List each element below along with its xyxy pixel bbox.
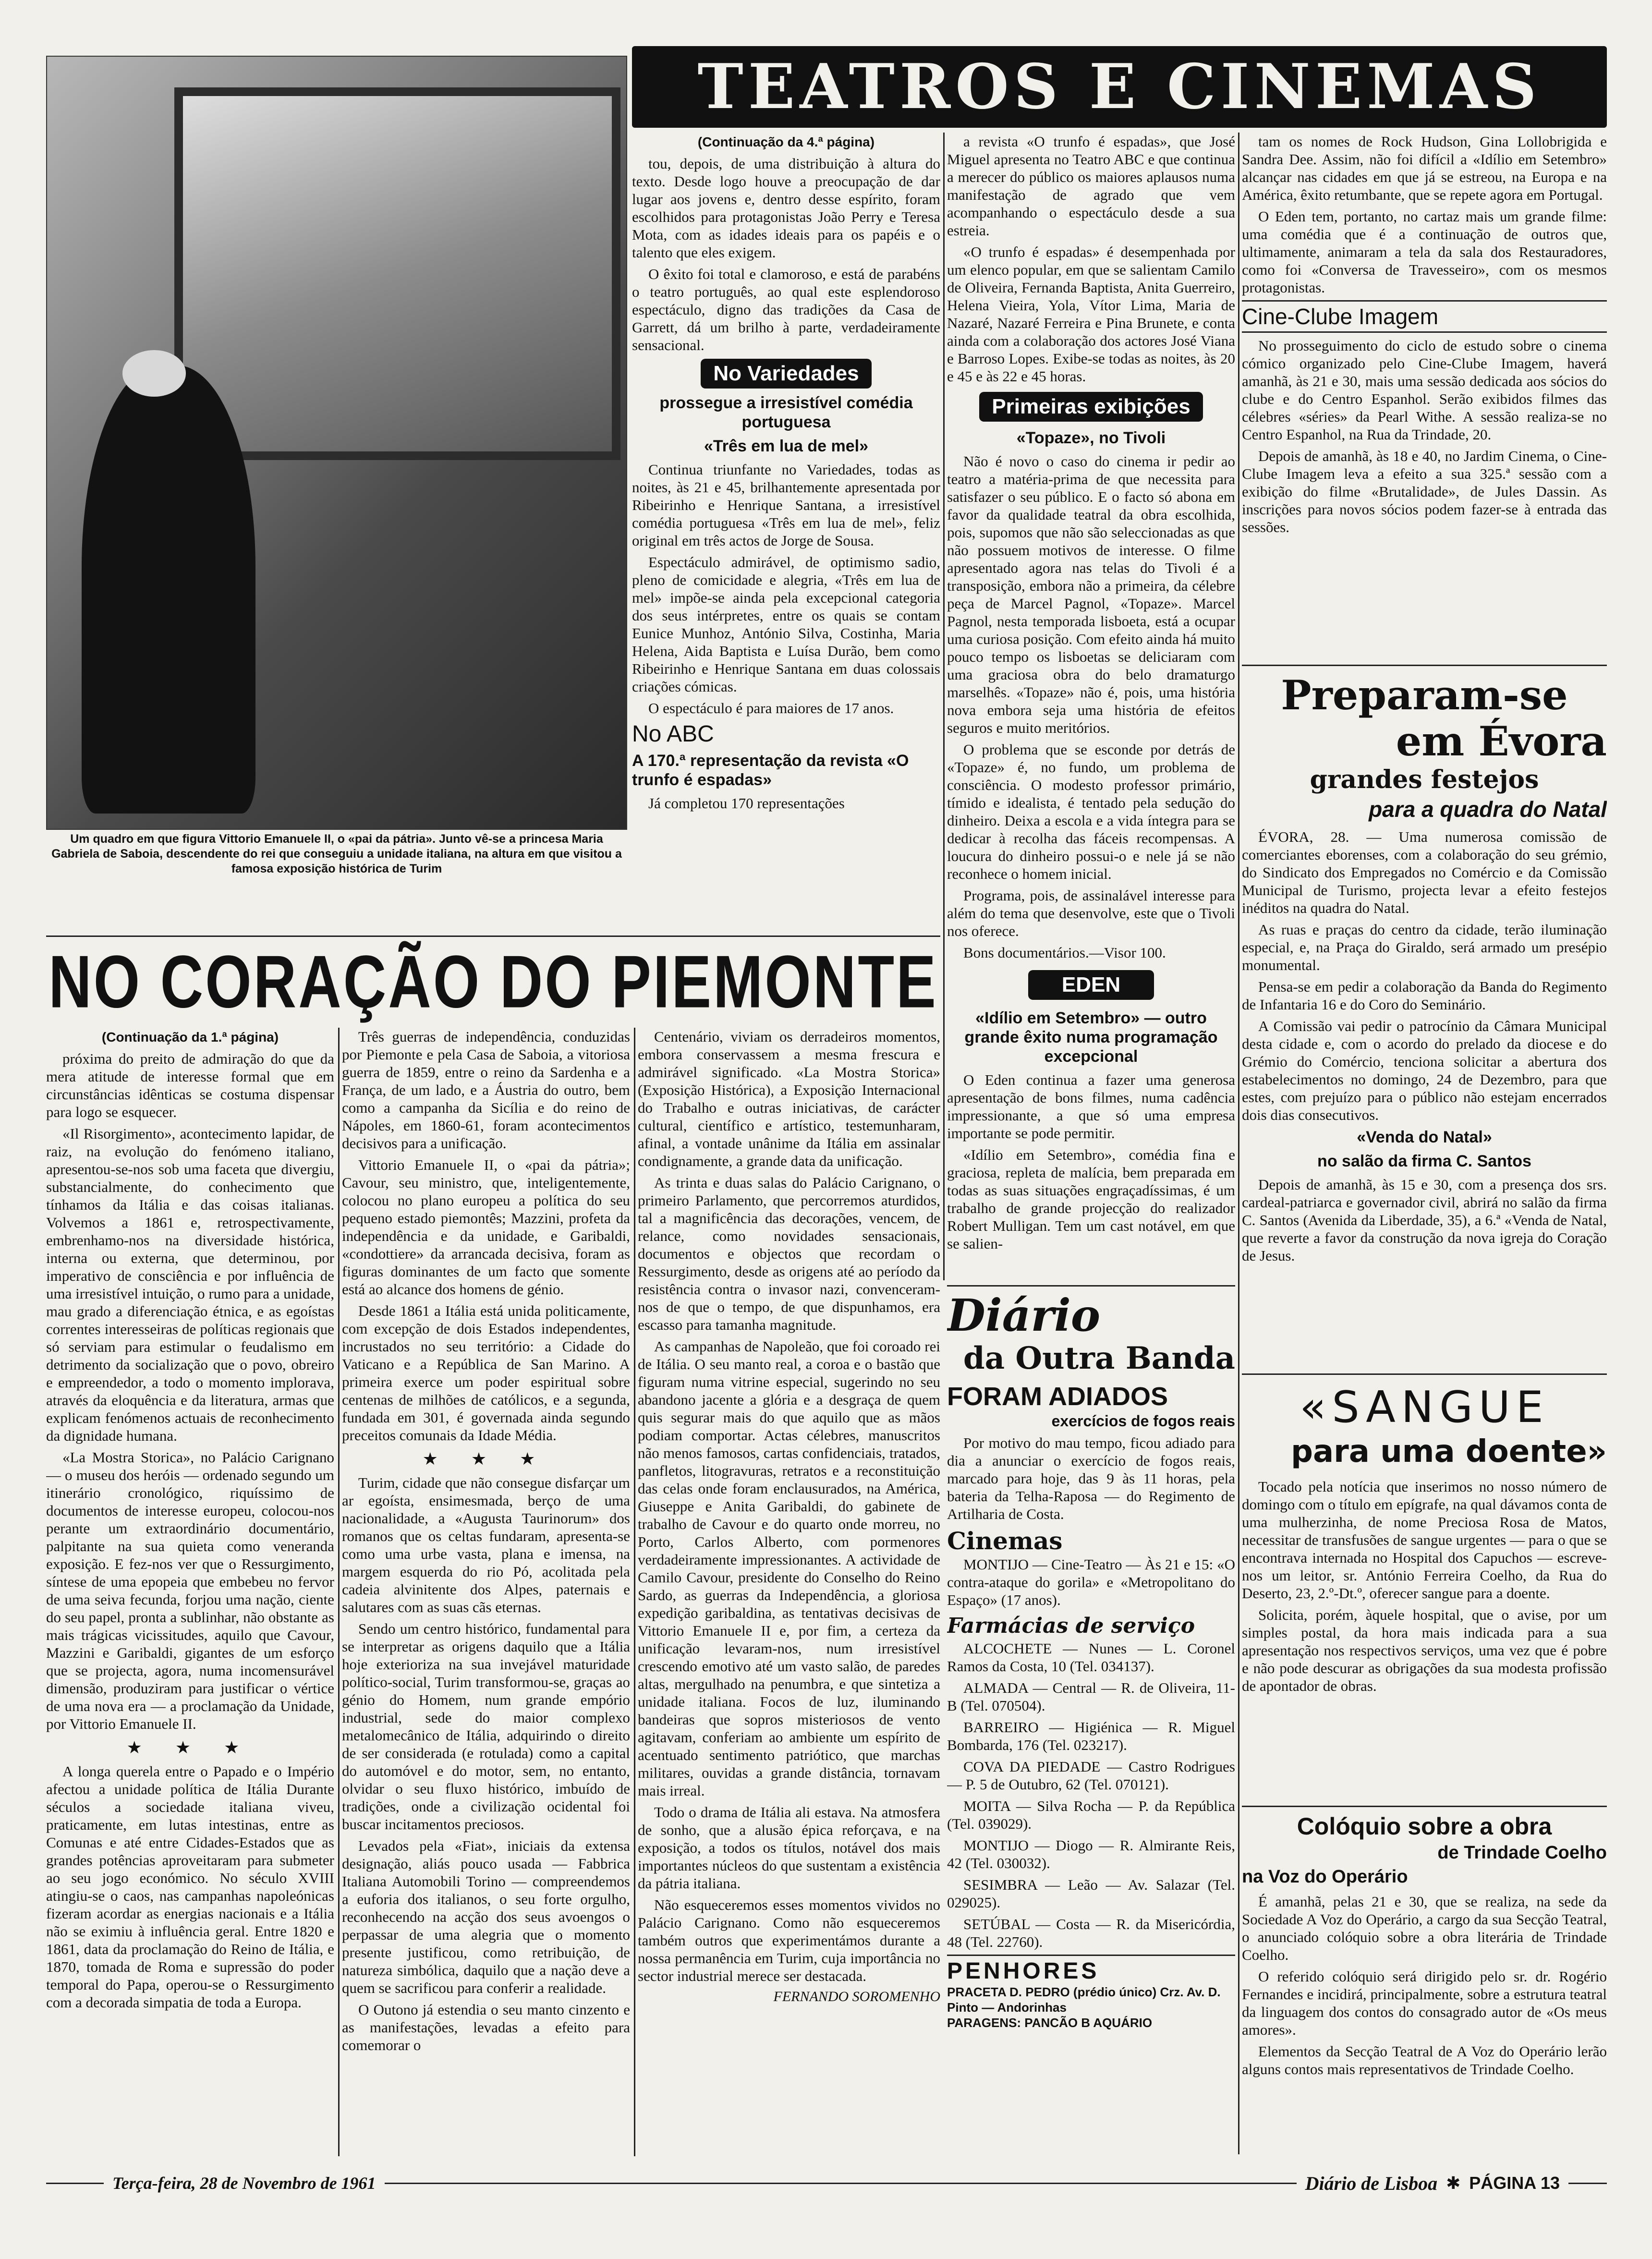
- section-stars: ★ ★ ★: [126, 1738, 254, 1757]
- farmacia-item: COVA DA PIEDADE — Castro Rodrigues — P. 5 de Outubro, 62 (Tel. 070121).: [947, 1758, 1235, 1793]
- coloquio-title-1: Colóquio sobre a obra: [1297, 1813, 1552, 1840]
- piemonte-paragraph: «Il Risorgimento», acontecimento lapidar, de raiz, na evolução do fenómeno italiano, apresentou-se-nos sob uma faceta que divergiu, substancialmente, do conhecimento que tínhamos da Itália e das coisas italianas. Volvemos a 1861 e, retrospectivamente, embrenhamo-nos na diversidade histórica, interna ou externa, que determinou, por imperativo de consciência e por influência de uma irresistível intuição, o rumo para a unidade, mau grado a diferenciação étnica, e as egoístas correntes interesseiras de políticas regionais que só serviam para estimular o feudalismo em detrimento da socialização que o povo, obreiro e empreendedor, a todo o momento implorava, através da eloquência e da literatura, armas que explicam fenómenos actuais de reconhecimento da dignidade humana.: [46, 1125, 334, 1444]
- evora-title-2: em Évora: [1396, 717, 1607, 765]
- eden-paragraph: O Eden tem, portanto, no cartaz mais um grande filme: uma comédia que é a continuação de outros que, ultimamente, animaram a tela da sala dos Restauradores, como foi «Conversa de Travesseiro», com os mesmos protagonistas.: [1242, 208, 1607, 296]
- teatros-continuation: (Continuação da 4.ª página): [697, 134, 875, 149]
- footer-date: Terça-feira, 28 de Novembro de 1961: [112, 2174, 376, 2193]
- section-rule: [46, 935, 940, 937]
- piemonte-paragraph: Centenário, viviam os derradeiros momentos, embora conservassem a mesma frescura e admirável significado. «La Mostra Storica» (Exposição Histórica), a Exposição Internacional do Trabalho e outras iniciativas, de carácter cultural, científico e artístico, testemunharam, afinal, a vontade unânime da Itália em assinalar condignamente, a grande data da unificação.: [638, 1028, 940, 1169]
- teatros-paragraph: O êxito foi total e clamoroso, e está de parabéns o teatro português, ao qual este esplendoroso espectáculo, digno das tradições da Casa de Garrett, dá um brilho à parte, verdadeiramente sensacional.: [632, 266, 940, 353]
- coloquio-title-3: na Voz do Operário: [1242, 1867, 1408, 1887]
- footer-paper-name: Diário de Lisboa: [1305, 2172, 1438, 2194]
- outra-banda-title-1: Diário: [947, 1289, 1101, 1341]
- photo-block: [46, 56, 627, 830]
- eden-banner: EDEN: [1028, 970, 1154, 1000]
- coloquio-article: [1242, 1806, 1607, 2151]
- evora-title-1: Preparam-se: [1281, 672, 1568, 719]
- piemonte-paragraph: O Outono já estendia o seu manto cinzento e as manifestações, levadas a efeito para comemorar o: [342, 2001, 630, 2053]
- sangue-paragraph: Tocado pela notícia que inserimos no nosso número de domingo com o título em epígrafe, na qual dávamos conta de uma mulherzinha, de nome Preciosa Rosa de Matos, necessitar de transfusões de sangue urgentes — para o que se encontrava internada no Hospital dos Capuchos — escreve-nos um leitor, sr. António Ferreira Coelho, da Rua do Deserto, 23, 2.º-Dt.º, oferecer sangue para a doente.: [1242, 1478, 1607, 1602]
- coloquio-paragraph: O referido colóquio será dirigido pelo sr. dr. Rogério Fernandes e incidirá, principalmente, sobre a estrutura teatral da linguagem dos contos do consagrado autor de «Os meus amores».: [1242, 1968, 1607, 2038]
- penhores-headline: PENHORES: [947, 1958, 1100, 1984]
- penhores-box: [947, 1955, 1235, 2030]
- column-rule: [338, 1028, 340, 2156]
- piemonte-title: NO CORAÇÃO DO PIEMONTE: [49, 940, 938, 1024]
- piemonte-column-3: [638, 1028, 940, 2156]
- piemonte-paragraph: Todo o drama de Itália ali estava. Na atmosfera de sonho, que a alusão épica reforçava, e na exposição, a todos os títulos, notável dos mais importantes núcleos do que sustentam a existência da pátria italiana.: [638, 1804, 940, 1892]
- abc-paragraph: «O trunfo é espadas» é desempenhada por um elenco popular, em que se salientam Camilo de Oliveira, Fernanda Baptista, Anita Guerreiro, Helena Vieira, Yola, Vítor Lima, Maria de Nazaré, Nazaré Ferreira e Pina Brunete, e conta ainda com a colaboração dos actores José Viana e Barroso Lopes. Exibe-se todas as noites, às 20 e 45 e às 22 e 45 horas.: [947, 243, 1235, 385]
- variedades-paragraph: Continua triunfante no Variedades, todas as noites, às 21 e 45, brilhantemente apresentada por Ribeirinho e Henrique Santana, a irresistível comédia portuguesa «Três em lua de mel», feliz original em três actos de Jorge de Sousa.: [632, 461, 940, 549]
- variedades-subhead: «Três em lua de mel»: [704, 437, 869, 455]
- sangue-title-1: «SANGUE: [1300, 1382, 1549, 1433]
- outra-banda-section: [947, 1285, 1235, 2154]
- adiados-paragraph: Por motivo do mau tempo, ficou adiado para dia a anunciar o exercício de fogos reais, marcado para hoje, das 9 às 11 horas, pela bateria da Telha-Raposa — do Regimento de Artilharia de Costa.: [947, 1434, 1235, 1522]
- woman-head: [122, 350, 186, 396]
- piemonte-paragraph: Vittorio Emanuele II, o «pai da pátria»; Cavour, seu ministro, que, inteligentemente, colocou no plano europeu a política do seu pequeno estado piemontês; Mazzini, profeta da independência e da unidade, e Garibaldi, «condottiere» da arrancada decisiva, foram as figuras dominantes de um facto que somente está ao alcance dos homens de génio.: [342, 1156, 630, 1298]
- abc-subhead: A 170.ª representação da revista «O trunfo é espadas»: [632, 752, 909, 789]
- venda-paragraph: Depois de amanhã, às 15 e 30, com a presença dos srs. cardeal-patriarca e governador civil, abrirá no salão da firma C. Santos (Avenida da Liberdade, 35), a 6.ª «Venda de Natal, que reverte a favor da construção da nova igreja do Coração de Jesus.: [1242, 1176, 1607, 1264]
- eden-paragraph: tam os nomes de Rock Hudson, Gina Lollobrigida e Sandra Dee. Assim, não foi difícil a «Idílio em Setembro» alcançar nas cidades em que já se estreou, na Europa e na América, êxito retumbante, que se repete agora em Portugal.: [1242, 133, 1607, 203]
- teatros-paragraph: tou, depois, de uma distribuição à altura do texto. Desde logo houve a preocupação de dar lugar aos jovens e, dentro desse espírito, foram escolhidos para protagonistas João Perry e Teresa Mota, com as idades ideais para os papéis e o talento que eles exigem.: [632, 155, 940, 261]
- piemonte-paragraph: próxima do preito de admiração do que da mera atitude de interesse formal que em circunstâncias idênticas se costuma dispensar para logo se esquecer.: [46, 1050, 334, 1120]
- evora-title-4: para a quadra do Natal: [1369, 797, 1607, 822]
- column-rule: [1238, 133, 1239, 2154]
- topaze-paragraph: O problema que se esconde por detrás de «Topaze» é, no fundo, um problema de consciência. O modesto professor primário, tímido e idealista, é tentado pela sedução do dinheiro. Deixa a escola e a vida íntegra para se dedicar à recolha das fáceis recompensas. A loucura do dinheiro possui-o e nele já se não reconhece o homem inicial.: [947, 741, 1235, 882]
- cineclube-paragraph: No prosseguimento do ciclo de estudo sobre o cinema cómico organizado pelo Cine-Clube Imagem, haverá amanhã, às 21 e 30, mais uma sessão dedicada aos sócios do clube e do Centro Espanhol. Serão exibidos filmes das célebres «séries» da Pearl Withe. A sessão realiza-se no Centro Espanhol, na Rua da Trindade, 20.: [1242, 337, 1607, 443]
- teatros-column-3: [1242, 133, 1607, 656]
- sangue-paragraph: Solicita, porém, àquele hospital, que o avise, por um simples postal, da hora mais indicada para a sua apresentação nos respectivos serviços, uma vez que é pobre e não pode descurar as obrigações da sua modesta profissão de apontador de obras.: [1242, 1606, 1607, 1694]
- cineclube-headline: Cine-Clube Imagem: [1242, 300, 1607, 333]
- cineclube-paragraph: Depois de amanhã, às 18 e 40, no Jardim Cinema, o Cine-Clube Imagem leva a efeito a sua 325.ª sessão com a exibição do filme «Brutalidade», de Jules Dassin. As inscrições para novos sócios podem fazer-se à entrada das sessões.: [1242, 448, 1607, 535]
- eden-paragraph: «Idílio em Setembro», comédia fina e graciosa, repleta de malícia, bem preparada em todas as suas situações engraçadíssimas, é um trabalho de grande projecção do realizador Robert Mulligan. Tem um cast notável, em que se salien-: [947, 1146, 1235, 1252]
- venda-subhead: no salão da firma C. Santos: [1317, 1152, 1531, 1170]
- section-rule: [1242, 665, 1607, 666]
- variedades-headline: prossegue a irresistível comédia portuguesa: [659, 394, 913, 431]
- abc-paragraph: a revista «O trunfo é espadas», que José Miguel apresenta no Teatro ABC e que continua a merecer do público os maiores aplausos numa manifestação de agrado que vem acompanhando o espectáculo desde a sua estreia.: [947, 133, 1235, 239]
- column-rule: [943, 133, 945, 1280]
- coloquio-title-2: de Trindade Coelho: [1437, 1843, 1607, 1863]
- teatros-masthead: [632, 46, 1607, 128]
- piemonte-paragraph: «La Mostra Storica», no Palácio Carignano — o museu dos heróis — ordenado segundo um itinerário cronológico, riquíssimo de documentos de interesse europeu, colocou-nos perante um extraordinário documentário, palpitante na sua quieta como veneranda exposição. E fez-nos ver que o Ressurgimento, síntese de uma epopeia que embebeu no fervor de uma seiva fecunda, forjou uma nação, ciente do seu papel, pronta a sublinhar, não obstante as mais trágicas vicissitudes, aquilo que Cavour, Mazzini e Garibaldi, gigantes de um esforço que se projecta, agora, numa incomensurável dimensão, produziram para justificar o vértice de uma nova era — a proclamação da Unidade, por Vittorio Emanuele II.: [46, 1449, 334, 1732]
- variedades-paragraph: Espectáculo admirável, de optimismo sadio, pleno de comicidade e alegria, «Três em lua de mel» impõe-se ainda pela excepcional categoria dos seus intérpretes, entre os quais se contam Eunice Munhoz, António Silva, Costinha, Maria Helena, Aida Baptista e Luísa Durão, bem como Ribeirinho e Henrique Santana em duas colossais criações cómicas.: [632, 554, 940, 695]
- woman-figure: [82, 365, 255, 814]
- piemonte-column-1: [46, 1028, 334, 2156]
- evora-paragraph: As ruas e praças do centro da cidade, terão iluminação especial, e, na Praça do Giraldo, será armado um presépio monumental.: [1242, 921, 1607, 973]
- cinemas-paragraph: MONTIJO — Cine-Teatro — Às 21 e 15: «O contra-ataque do gorila» e «Metropolitano do Espaço» (17 anos).: [947, 1556, 1235, 1608]
- farmacia-item: ALMADA — Central — R. de Oliveira, 11-B (Tel. 070504).: [947, 1679, 1235, 1714]
- adiados-headline: FORAM ADIADOS: [947, 1382, 1168, 1411]
- painting-frame: [174, 87, 620, 460]
- farmacia-item: BARREIRO — Higiénica — R. Miguel Bombarda, 176 (Tel. 023217).: [947, 1719, 1235, 1753]
- evora-article: [1242, 672, 1607, 1345]
- piemonte-paragraph: Levados pela «Fiat», iniciais da extensa designação, aliás pouco usada — Fabbrica Italiana Automobili Torino — compreendemos a euforia dos italianos, o seu forte orgulho, reconhecendo na acção dos seus avoengos o perpassar de uma alegria que o momento presente justificou, como retribuição, de natureza simbólica, daquilo que a nação deve a quem se sacrificou para conferir a realidade.: [342, 1837, 630, 1996]
- piemonte-paragraph: Desde 1861 a Itália está unida politicamente, com excepção de dois Estados independentes, incrustados no seu território: a Cidade do Vaticano e a República de San Marino. A primeira exerce um poder espiritual sobre centenas de milhões de católicos, e a segunda, fundada em 301, é governada ainda segundo preceitos comunais da Idade Média.: [342, 1302, 630, 1444]
- piemonte-column-2: [342, 1028, 630, 2156]
- venda-headline: «Venda do Natal»: [1357, 1128, 1492, 1146]
- photo-caption: Um quadro em que figura Vittorio Emanuele II, o «pai da pátria». Junto vê-se a princesa Maria Gabriela de Saboia, descendente do rei que conseguiu a unidade italiana, na altura em que visitou a famosa exposição histórica de Turim: [51, 832, 622, 875]
- section-stars: ★ ★ ★: [422, 1449, 550, 1469]
- piemonte-paragraph: Três guerras de independência, conduzidas por Piemonte e pela Casa de Saboia, a vitoriosa guerra de 1859, entre o reino da Sardenha e a França, de um lado, e a Áustria do outro, bem como a campanha da Sicília e do reino de Nápoles, em 1860-61, foram acontecimentos decisivos para a unificação.: [342, 1028, 630, 1152]
- piemonte-paragraph: A longa querela entre o Papado e o Império afectou a unidade política de Itália Durante séculos a sociedade italiana viveu, praticamente, em lutas intestinas, entre as Comunas e até entre Cidades-Estados que as grandes potências aproveitaram para submeter ao seu jogo económico. No século XVIII atingiu-se o caos, nas campanhas napoleónicas fizeram acordar as energias nacionais e a Itália não se eximiu à influência geral. Entre 1820 e 1861, data da proclamação do Reino de Itália, e 1870, tomada de Roma e supressão do poder temporal do Papa, operou-se o Ressurgimento com a decorada simpatia de toda a Europa.: [46, 1763, 334, 2011]
- topaze-paragraph: Bons documentários.—Visor 100.: [963, 944, 1166, 961]
- author-signature: FERNANDO SOROMENHO: [773, 1989, 940, 2004]
- farmacia-item: SETÚBAL — Costa — R. da Misericórdia, 48 (Tel. 22760).: [947, 1916, 1235, 1950]
- footer-rule: [1568, 2183, 1607, 2184]
- page-footer: [46, 2164, 1607, 2202]
- farmacia-item: SESIMBRA — Leão — Av. Salazar (Tel. 029025).: [947, 1876, 1235, 1911]
- piemonte-paragraph: Não esqueceremos esses momentos vividos no Palácio Carignano. Como não esqueceremos também outros que experimentámos durante a nossa permanência em Turim, cuja importância no sector industrial merece ser destacada.: [638, 1896, 940, 1984]
- teatros-column-2: [947, 133, 1235, 1275]
- piemonte-paragraph: Turim, cidade que não consegue disfarçar um ar egoísta, ensimesmada, berço de uma nacionalidade, a «Augusta Taurinorum» dos romanos que os celtas fundaram, apresenta-se como uma urbe vasta, plana e imensa, na margem esquerda do rio Pó, acolitada pela cadeia alvinitente dos Alpes, paternais e salutares com as suas cãs eternas.: [342, 1474, 630, 1615]
- farmacias-headline: Farmácias de serviço: [947, 1614, 1195, 1638]
- outra-banda-title-2: da Outra Banda: [963, 1340, 1235, 1376]
- coloquio-paragraph: Elementos da Secção Teatral de A Voz do Operário lerão alguns contos mais representativos de Trindade Coelho.: [1242, 2043, 1607, 2077]
- variedades-paragraph: O espectáculo é para maiores de 17 anos.: [648, 700, 894, 717]
- adiados-subhead: exercícios de fogos reais: [1051, 1412, 1235, 1430]
- coloquio-paragraph: É amanhã, pelas 21 e 30, que se realiza, na sede da Sociedade A Voz do Operário, a cargo da sua Secção Teatral, o anunciado colóquio sobre a obra literária de Trindade Coelho.: [1242, 1893, 1607, 1963]
- evora-paragraph: A Comissão vai pedir o patrocínio da Câmara Municipal desta cidade e, com o acordo do prelado da diocese e do Grémio do Comércio, tenciona solicitar a abertura dos estabelecimentos no domingo, 24 de Dezembro, para que estes, com prejuízo para o público não estejam encerrados dois dias consecutivos.: [1242, 1018, 1607, 1123]
- column-rule: [634, 1028, 635, 2156]
- evora-paragraph: Pensa-se em pedir a colaboração da Banda do Regimento de Infantaria 16 e do Coro do Seminário.: [1242, 978, 1607, 1013]
- topaze-paragraph: Programa, pois, de assinalável interesse para além do tema que desenvolve, este que o Tivoli nos oferece.: [947, 887, 1235, 939]
- sangue-article: [1242, 1373, 1607, 1791]
- footer-star-icon: ✱: [1446, 2174, 1461, 2193]
- abc-headline: No ABC: [632, 721, 714, 747]
- variedades-banner: No Variedades: [701, 359, 871, 389]
- piemonte-paragraph: Sendo um centro histórico, fundamental para se interpretar as origens daquilo que a Itália hoje exterioriza na sua invejável maturidade político-social, Turim transformou-se, graças ao génio do Homem, num grande empório industrial, sede do maior complexo metalomecânico de Itália, adquirindo o direito de ser considerada (e rotulada) como a capital do automóvel e do motor, sem, no entanto, olvidar o seu fluxo histórico, imbuído de tradições, onde a civilização ocidental foi buscar incitamentos preciosos.: [342, 1620, 630, 1833]
- footer-page-number: PÁGINA 13: [1469, 2173, 1560, 2193]
- farmacia-item: MONTIJO — Diogo — R. Almirante Reis, 42 (Tel. 030032).: [947, 1837, 1235, 1871]
- evora-paragraph: ÉVORA, 28. — Uma numerosa comissão de comerciantes eborenses, com a colaboração do seu grémio, do Sindicato dos Empregados no Comércio e da Comissão Municipal de Turismo, projecta levar a efeito festejos inéditos na quadra do Natal.: [1242, 828, 1607, 916]
- penhores-line: PRACETA D. PEDRO (prédio único) Crz. Av. D. Pinto — Andorinhas: [947, 1985, 1221, 2015]
- abc-paragraph: Já completou 170 representações: [648, 795, 845, 812]
- piemonte-paragraph: As trinta e duas salas do Palácio Carignano, o primeiro Parlamento, que percorremos aturdidos, tal a magnificência das decorações, vencem, de relance, como novidades sensacionais, documentos e objectos que recordam o Ressurgimento, desde as origens até ao período da resistência contra o invasor nazi, convenceram-nos de que o tempo, de que dispunhamos, era escasso para tamanha magnitude.: [638, 1174, 940, 1333]
- farmacia-item: MOITA — Silva Rocha — P. da República (Tel. 039029).: [947, 1797, 1235, 1832]
- farmacia-item: ALCOCHETE — Nunes — L. Coronel Ramos da Costa, 10 (Tel. 034137).: [947, 1640, 1235, 1675]
- piemonte-paragraph: As campanhas de Napoleão, que foi coroado rei de Itália. O seu manto real, a coroa e o bastão que figuram numa vitrine especial, sugerindo no seu abandono jacente a glória e a desgraça de quem quis segurar mais do que aquilo que as mãos podiam comportar. Actas célebres, manuscritos não menos famosos, cartas confidenciais, tratados, panfletos, litogravuras, retratos e a reconstituição das celas onde foram enclausurados, na América, Giuseppe e Anita Garibaldi, do gabinete de trabalho de Cavour e do quarto onde morreu, no Porto, Carlos Alberto, com pormenores verdadeiramente impressionantes. A actividade de Camilo Cavour, presidente do Conselho do Reino Sardo, as guerras da Independência, a gloriosa expedição garibaldina, as tentativas decisivas de Vittorio Emanuele II e, por fim, a certeza da unificação levaram-nos, num irresistível crescendo emotivo até um vasto salão, de paredes altas, mergulhado na penumbra, e que sintetiza a unidade italiana. Focos de luz, iluminando bandeiras que sopros misteriosos de vento agitavam, conferiam ao ambiente um espírito de acentuado sentimento patriótico, que marchas militares, ouvidas a grande distância, tornavam mais irreal.: [638, 1338, 940, 1799]
- cinemas-headline: Cinemas: [947, 1527, 1063, 1555]
- teatros-title: TEATROS E CINEMAS: [697, 51, 1542, 123]
- primeiras-banner: Primeiras exibições: [979, 392, 1203, 422]
- sangue-title-2: para uma doente»: [1291, 1434, 1607, 1470]
- penhores-line: PARAGENS: PANCÃO B AQUÁRIO: [947, 2016, 1153, 2030]
- evora-title-3: grandes festejos: [1310, 765, 1539, 794]
- topaze-paragraph: Não é novo o caso do cinema ir pedir ao teatro a matéria-prima de que necessita para satisfazer o seu público. E o facto só abona em favor da qualidade teatral da obra escolhida, pois, supomos que não são seleccionadas as que não possuem motivos de interesse. O filme apresentado agora nas telas do Tivoli é a transposição, embora não a primeira, da célebre peça de Marcel Pagnol, «Topaze». Marcel Pagnol, nesta temporada lisboeta, está a ocupar uma curiosa posição. Com efeito ainda há muito pouco tempo os lisboetas se deliciaram com uma graciosa obra do belo dramaturgo marselhês. «Topaze» não é, pois, uma história nova embora seja uma história de efeitos seguros e muito meritórios.: [947, 453, 1235, 736]
- teatros-column-1: [632, 133, 940, 928]
- eden-headline: «Idílio em Setembro» — outro grande êxito numa programação excepcional: [964, 1009, 1218, 1066]
- footer-rule: [385, 2183, 1297, 2184]
- piemonte-continuation: (Continuação da 1.ª página): [101, 1030, 279, 1044]
- topaze-headline: «Topaze», no Tivoli: [1016, 429, 1166, 447]
- footer-rule: [46, 2183, 104, 2184]
- eden-paragraph: O Eden continua a fazer uma generosa apresentação de bons filmes, numa cadência impressionante, a que só uma empresa importante se pode permitir.: [947, 1071, 1235, 1142]
